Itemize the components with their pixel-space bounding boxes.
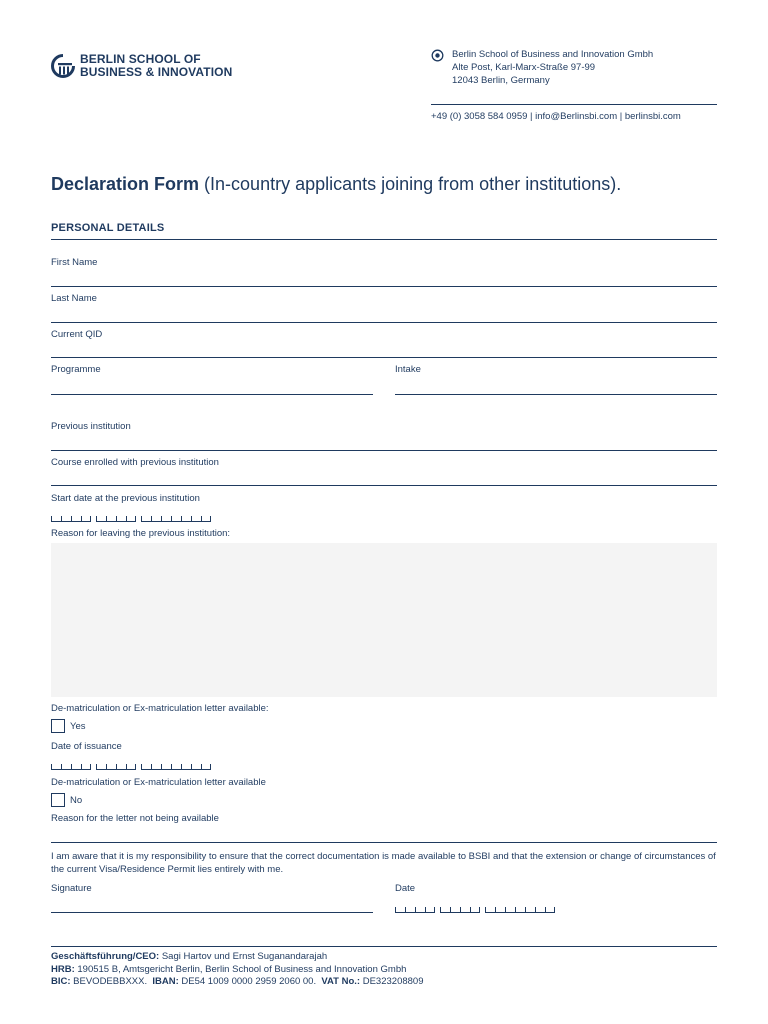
dematric-available-label-1: De-matriculation or Ex-matriculation letter available: bbox=[51, 703, 269, 714]
address-line-3: 12043 Berlin, Germany bbox=[452, 75, 550, 86]
year-boxes[interactable] bbox=[141, 516, 211, 522]
title-rest: (In-country applicants joining from other institutions). bbox=[199, 174, 622, 194]
footer-hrb bbox=[51, 964, 423, 977]
ceo-label: Geschäftsführung/CEO: bbox=[51, 951, 160, 962]
declaration-text: I am aware that it is my responsibility to ensure that the correct documentation is made available to BSBI and that the extension or change of circumstances of the current Visa/Residence Permit lies entirely with me. bbox=[51, 851, 716, 875]
signature-field[interactable] bbox=[51, 912, 373, 913]
previous-institution-label: Previous institution bbox=[51, 421, 131, 432]
previous-institution-field[interactable] bbox=[51, 450, 717, 451]
signature-label: Signature bbox=[51, 883, 92, 894]
course-enrolled-field[interactable] bbox=[51, 485, 717, 486]
reason-leaving-label: Reason for leaving the previous institution: bbox=[51, 528, 231, 539]
page-title bbox=[51, 174, 621, 195]
month-boxes[interactable] bbox=[440, 907, 480, 913]
address-line-1: Berlin School of Business and Innovation Gmbh bbox=[452, 49, 654, 60]
dematric-available-label-2: De-matriculation or Ex-matriculation letter available bbox=[51, 777, 266, 788]
hrb-label: HRB: bbox=[51, 963, 75, 975]
address-line-2: Alte Post, Karl-Marx-Straße 97-99 bbox=[452, 62, 596, 73]
footer-ceo bbox=[51, 951, 423, 964]
reason-not-available-label: Reason for the letter not being available bbox=[51, 813, 219, 824]
footer-bank bbox=[51, 976, 423, 989]
iban-label: IBAN: bbox=[152, 976, 179, 987]
vat-label: VAT No.: bbox=[321, 976, 361, 987]
day-boxes[interactable] bbox=[395, 907, 435, 913]
logo-line-2: BUSINESS & INNOVATION bbox=[80, 65, 233, 79]
logo bbox=[51, 53, 232, 79]
ceo-value: Sagi Hartov und Ernst Suganandarajah bbox=[159, 951, 328, 962]
date-of-issuance-label: Date of issuance bbox=[51, 741, 122, 752]
date-label: Date bbox=[395, 883, 416, 894]
programme-field[interactable] bbox=[51, 394, 373, 395]
day-boxes[interactable] bbox=[51, 516, 91, 522]
day-boxes[interactable] bbox=[51, 764, 91, 770]
section-personal-details: PERSONAL DETAILS bbox=[51, 222, 165, 234]
reason-leaving-textarea[interactable] bbox=[51, 543, 717, 697]
footer-divider bbox=[51, 946, 717, 947]
contact-divider bbox=[431, 104, 717, 105]
programme-label: Programme bbox=[51, 364, 101, 375]
start-date-label: Start date at the previous institution bbox=[51, 493, 200, 504]
hrb-value: 190515 B, Amtsgericht Berlin, Berlin School of Business and Innovation Gmbh bbox=[74, 963, 407, 975]
bsbi-logo-icon bbox=[51, 54, 75, 78]
current-qid-field[interactable] bbox=[51, 357, 717, 358]
first-name-label: First Name bbox=[51, 257, 98, 268]
reason-not-available-field[interactable] bbox=[51, 842, 717, 843]
intake-label: Intake bbox=[395, 364, 421, 375]
footer bbox=[51, 951, 423, 989]
year-boxes[interactable] bbox=[141, 764, 211, 770]
current-qid-label: Current QID bbox=[51, 329, 103, 340]
iban-value: DE54 1009 0000 2959 2060 00. bbox=[178, 976, 322, 987]
logo-line-1: BERLIN SCHOOL OF bbox=[80, 52, 201, 66]
intake-field[interactable] bbox=[395, 394, 717, 395]
start-date-field[interactable] bbox=[51, 514, 216, 522]
first-name-field[interactable] bbox=[51, 286, 717, 287]
year-boxes[interactable] bbox=[485, 907, 555, 913]
course-enrolled-label: Course enrolled with previous institution bbox=[51, 457, 219, 468]
no-label: No bbox=[70, 795, 83, 806]
bic-label: BIC: bbox=[51, 976, 71, 987]
last-name-label: Last Name bbox=[51, 293, 97, 304]
title-bold: Declaration Form bbox=[51, 174, 200, 194]
contact-info: +49 (0) 3058 584 0959 | info@Berlinsbi.com | berlinsbi.com bbox=[431, 111, 681, 122]
bic-value: BEVODEBBXXX. bbox=[70, 976, 153, 987]
logo-text bbox=[80, 53, 232, 79]
date-field[interactable] bbox=[395, 905, 560, 913]
yes-label: Yes bbox=[70, 721, 86, 732]
yes-checkbox[interactable] bbox=[51, 719, 65, 733]
last-name-field[interactable] bbox=[51, 322, 717, 323]
location-pin-icon bbox=[431, 49, 444, 62]
date-of-issuance-field[interactable] bbox=[51, 762, 216, 770]
address-block bbox=[431, 48, 653, 87]
month-boxes[interactable] bbox=[96, 516, 136, 522]
no-checkbox[interactable] bbox=[51, 793, 65, 807]
section-divider bbox=[51, 239, 717, 240]
month-boxes[interactable] bbox=[96, 764, 136, 770]
vat-value: DE323208809 bbox=[360, 976, 424, 987]
